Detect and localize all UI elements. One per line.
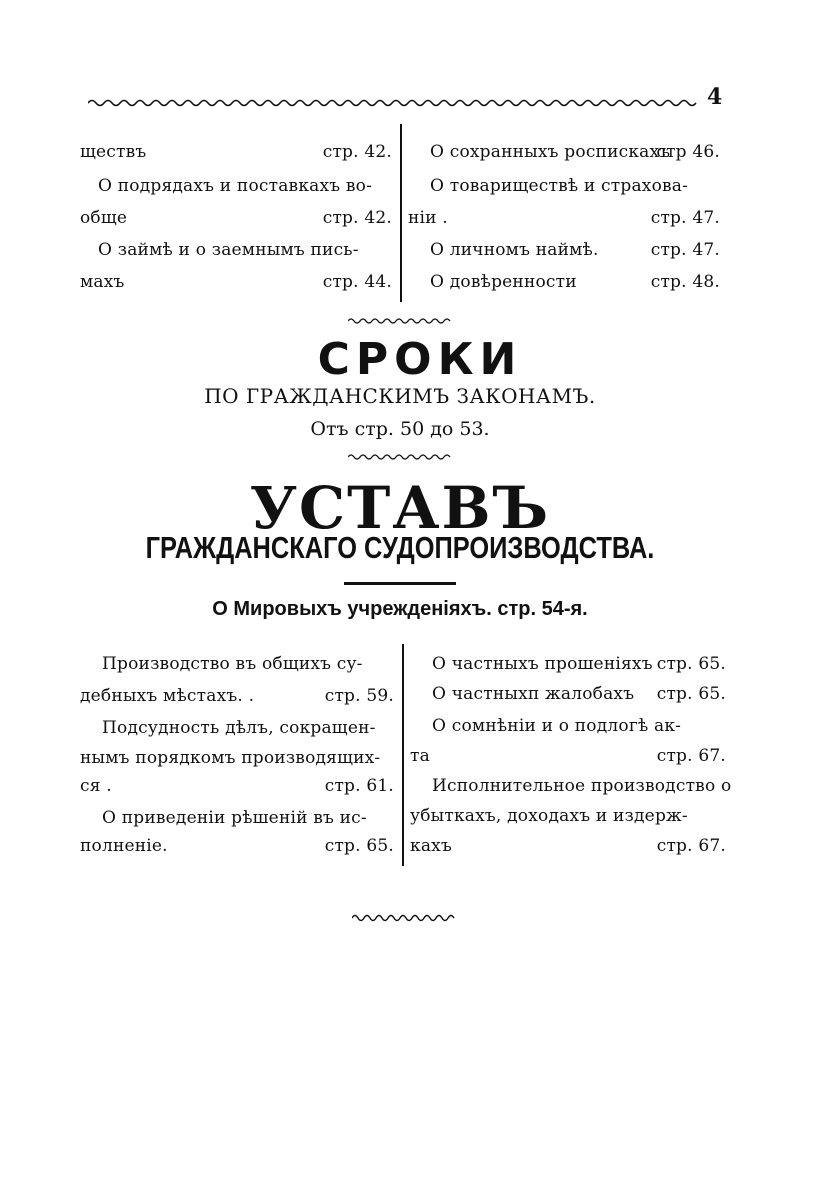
- index-entry-text: ся .: [80, 776, 112, 796]
- index-entry-text: О довѣренности: [430, 272, 577, 292]
- index-entry-text: убыткахъ, доходахъ и издерж-: [410, 806, 688, 826]
- index-entry-page: стр. 48.: [650, 272, 720, 292]
- index-entry-text: О сохранныхъ роспискахъ: [430, 142, 671, 162]
- index-entry-page: стр. 47.: [650, 208, 720, 228]
- index-entry-text: ществъ: [80, 142, 147, 162]
- page-number: 4: [707, 84, 723, 110]
- index-entry-text: О товариществѣ и страхова-: [430, 176, 689, 196]
- index-entry-text: О займѣ и о заемнымъ пись-: [98, 240, 359, 260]
- index-entry-text: О приведенiи рѣшенiй въ ис-: [102, 808, 367, 828]
- index-entry-page: стр. 42.: [322, 208, 392, 228]
- index-entry-page: стр. 44.: [322, 272, 392, 292]
- index-entry-text: О подрядахъ и поставкахъ во-: [98, 176, 373, 196]
- index-entry-page: стр. 67.: [656, 746, 726, 766]
- index-entry-page: стр. 42.: [322, 142, 392, 162]
- index-entry-text: Производство въ общихъ су-: [102, 654, 363, 674]
- index-entry-text: обще: [80, 208, 128, 228]
- index-entry-text: нiи .: [408, 208, 448, 228]
- bottom-column-divider: [402, 644, 404, 866]
- index-entry-page: стр. 47.: [650, 240, 720, 260]
- index-entry-text: кахъ: [410, 836, 452, 856]
- index-entry-text: Исполнительное производство о: [432, 776, 732, 796]
- index-entry-page: стр 46.: [656, 142, 720, 162]
- top-wavy-rule: [88, 96, 700, 110]
- sroki-title: СРОКИ: [317, 334, 523, 385]
- bottom-wavy-rule: [352, 912, 456, 924]
- index-entry-text: О личномъ наймѣ.: [430, 240, 599, 260]
- index-entry-text: та: [410, 746, 430, 766]
- top-column-divider: [400, 124, 402, 302]
- index-entry-page: стр. 59.: [324, 686, 394, 706]
- index-entry-text: нымъ порядкомъ производящих-: [80, 748, 381, 768]
- index-entry-page: стр. 67.: [656, 836, 726, 856]
- index-entry-text: О частныхъ прошенiяхъ: [432, 654, 653, 674]
- section-wavy-rule: [348, 316, 452, 326]
- index-entry-page: стр. 61.: [324, 776, 394, 796]
- index-entry-page: стр. 65.: [324, 836, 394, 856]
- ustav-title: УСТАВЪ: [249, 474, 551, 542]
- index-entry-text: полненiе.: [80, 836, 168, 856]
- index-entry-text: О частныхп жалобахъ: [432, 684, 635, 704]
- sroki-subtitle: ПО ГРАЖДАНСКИМЪ ЗАКОНАМЪ.: [204, 384, 596, 408]
- ustav-subtitle: ГРАЖДАНСКАГО СУДОПРОИЗВОДСТВА.: [145, 530, 655, 565]
- index-entry-text: Подсудность дѣлъ, сокращен-: [102, 718, 376, 738]
- section-rule: [344, 582, 456, 585]
- index-entry-text: О сомнѣнiи и о подлогѣ ак-: [432, 716, 682, 736]
- index-entry-page: стр. 65.: [656, 654, 726, 674]
- section-wavy-rule: [348, 452, 452, 462]
- index-entry-text: махъ: [80, 272, 125, 292]
- sroki-page-range: Отъ стр. 50 до 53.: [310, 418, 490, 440]
- index-entry-text: дебныхъ мѣстахъ. .: [80, 686, 255, 706]
- mirovykh-heading: О Мировыхъ учрежденiяхъ. стр. 54-я.: [212, 598, 588, 620]
- index-entry-page: стр. 65.: [656, 684, 726, 704]
